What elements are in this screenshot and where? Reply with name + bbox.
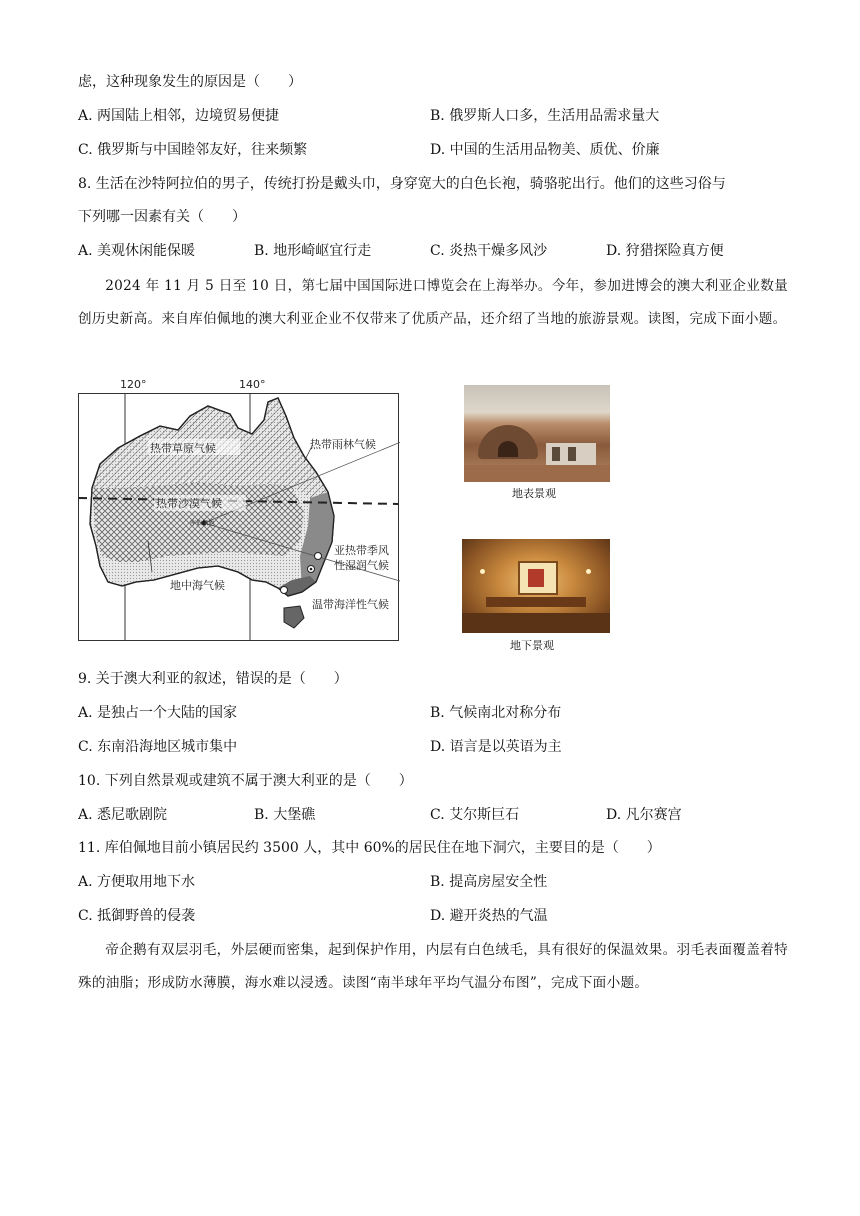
q10-stem: 10. 下列自然景观或建筑不属于澳大利亚的是（ ） — [78, 773, 413, 789]
city-marker-3 — [281, 587, 288, 594]
q7-option-d: D. 中国的生活用品物美、质优、价廉 — [430, 142, 660, 158]
q10-option-d: D. 凡尔赛宫 — [606, 807, 682, 823]
q8-stem-line1: 8. 生活在沙特阿拉伯的男子，传统打扮是戴头巾，身穿宽大的白色长袍，骑骆驼出行。他们的这些习俗与 — [78, 176, 726, 192]
q7-stem-tail: 虑，这种现象发生的原因是（ ） — [78, 74, 302, 90]
q9-option-c: C. 东南沿海地区城市集中 — [78, 739, 238, 755]
label-lon-120: 120° — [120, 378, 147, 391]
caption-underground-landscape: 地下景观 — [510, 639, 554, 652]
q9-option-a: A. 是独占一个大陆的国家 — [78, 705, 238, 721]
surface-landscape-photo — [464, 385, 610, 482]
label-mediterranean: 地中海气候 — [170, 579, 225, 592]
label-town: 库伯佩地 — [190, 520, 215, 527]
q8-stem-line2: 下列哪一因素有关（ ） — [78, 209, 246, 225]
intro-paragraph-penguin: 帝企鹅有双层羽毛，外层硬而密集，起到保护作用，内层有白色绒毛，具有很好的保温效果。羽毛表面覆盖着特殊的油脂；形成防水薄膜，海水难以浸透。读图“南半球年平均气温分布图”，完成下面小题。 — [78, 942, 788, 991]
label-tropical-desert: 热带沙漠气候 — [156, 497, 222, 510]
q10-option-c: C. 艾尔斯巨石 — [430, 807, 520, 823]
label-tropical-rainforest: 热带雨林气候 — [310, 438, 376, 451]
q10-option-b: B. 大堡礁 — [254, 807, 316, 823]
q11-stem: 11. 库伯佩地目前小镇居民约 3500 人，其中 60%的居民住在地下洞穴，主要目的是（ ） — [78, 840, 661, 856]
city-marker-1 — [315, 553, 322, 560]
label-subtropical-line1: 亚热带季风 — [334, 544, 389, 557]
label-subtropical-line2: 性湿润气候 — [334, 559, 389, 572]
label-tropical-savanna: 热带草原气候 — [150, 442, 216, 455]
q7-option-a: A. 两国陆上相邻，边境贸易便捷 — [78, 108, 280, 124]
q11-option-b: B. 提高房屋安全性 — [430, 874, 548, 890]
q7-option-b: B. 俄罗斯人口多，生活用品需求量大 — [430, 108, 660, 124]
q7-option-c: C. 俄罗斯与中国睦邻友好，往来频繁 — [78, 142, 308, 158]
q11-option-d: D. 避开炎热的气温 — [430, 908, 548, 924]
intro-paragraph-australia: 2024 年 11 月 5 日至 10 日，第七届中国国际进口博览会在上海举办。今年，参加进博会的澳大利亚企业数量创历史新高。来自库伯佩地的澳大利亚企业不仅带来了优质产品，还介绍了当地的旅游景观。读图，完成下面小题。 — [78, 278, 788, 327]
q8-option-c: C. 炎热干燥多风沙 — [430, 243, 548, 259]
q9-stem: 9. 关于澳大利亚的叙述，错误的是（ ） — [78, 671, 348, 687]
q9-option-b: B. 气候南北对称分布 — [430, 705, 562, 721]
label-temperate-oceanic: 温带海洋性气候 — [312, 598, 389, 611]
q10-option-a: A. 悉尼歌剧院 — [78, 807, 168, 823]
q11-option-c: C. 抵御野兽的侵袭 — [78, 908, 196, 924]
caption-surface-landscape: 地表景观 — [512, 487, 556, 500]
q11-option-a: A. 方便取用地下水 — [78, 874, 196, 890]
q8-option-b: B. 地形崎岖宜行走 — [254, 243, 372, 259]
label-lon-140: 140° — [239, 378, 266, 391]
australia-climate-map — [78, 376, 400, 642]
q8-option-d: D. 狩猎探险真方便 — [606, 243, 724, 259]
underground-landscape-photo — [462, 539, 610, 633]
q8-option-a: A. 美观休闲能保暖 — [78, 243, 196, 259]
q9-option-d: D. 语言是以英语为主 — [430, 739, 562, 755]
